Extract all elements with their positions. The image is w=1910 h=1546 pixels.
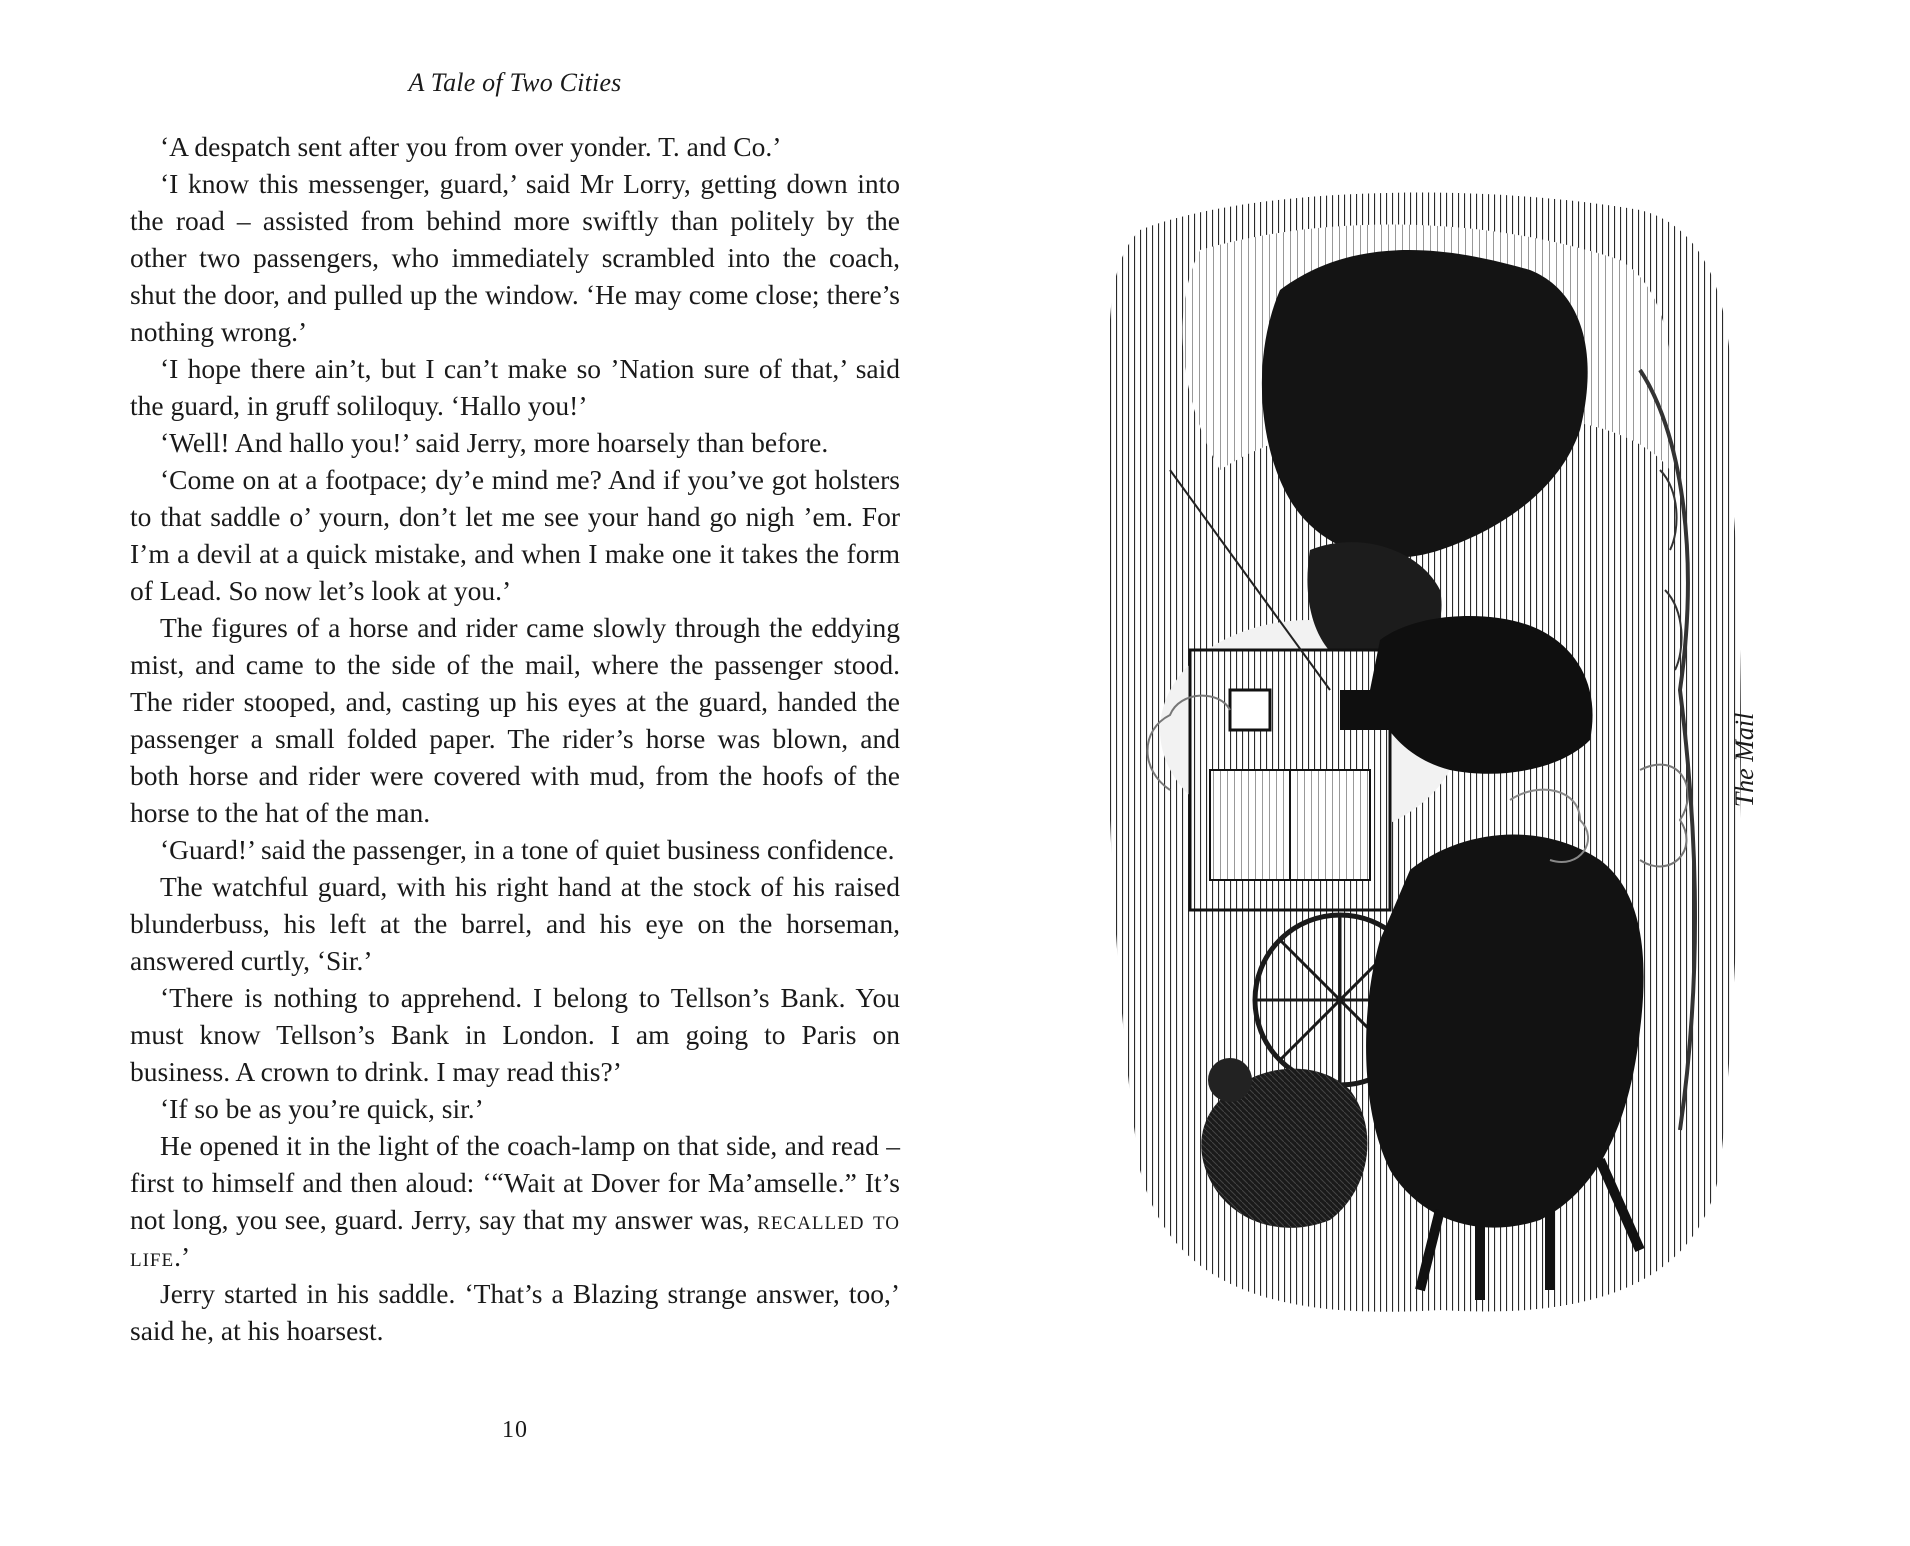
smallcaps-phrase: recalled to life bbox=[130, 1204, 900, 1272]
page-number: 10 bbox=[502, 1417, 528, 1443]
right-page bbox=[1000, 0, 1910, 1546]
running-head: A Tale of Two Cities bbox=[408, 68, 622, 97]
paragraph: ‘Well! And hallo you!’ said Jerry, more hoarsely than before. bbox=[160, 427, 829, 458]
illustration-caption: The Mail bbox=[1730, 712, 1759, 808]
paragraph: Jerry started in his saddle. ‘That’s a Blazing strange answer, too,’ said he, at his hoarsest. bbox=[130, 1278, 900, 1346]
paragraph: ‘I know this messenger, guard,’ said Mr Lorry, getting down into the road – assisted from behind more swiftly than politely by the other two passengers, who immediately scrambled into the coach, shut the door, and pulled up the window. ‘He may come close; there’s nothing wrong.’ bbox=[130, 168, 900, 347]
illustration-plate bbox=[1080, 170, 1760, 1340]
paragraph: ‘I hope there ain’t, but I can’t make so ’Nation sure of that,’ said the guard, in gruff soliloquy. ‘Hallo you!’ bbox=[130, 353, 900, 421]
paragraph-text: .’ bbox=[174, 1241, 191, 1272]
text-block bbox=[130, 128, 900, 1349]
paragraph: The watchful guard, with his right hand at the stock of his raised blunderbuss, his left at the barrel, and his eye on the horseman, answered curtly, ‘Sir.’ bbox=[130, 871, 900, 976]
paragraph: ‘Guard!’ said the passenger, in a tone of quiet business confidence. bbox=[160, 834, 895, 865]
paragraph: ‘Come on at a footpace; dy’e mind me? And if you’ve got holsters to that saddle o’ yourn, don’t let me see your hand go nigh ’em. For I’m a devil at a quick mistake, and when I make one it takes the form of Lead. So now let’s look at you.’ bbox=[130, 464, 900, 606]
paragraph: The figures of a horse and rider came slowly through the eddying mist, and came to the side of the mail, where the passenger stood. The rider stooped, and, casting up his eyes at the guard, handed the passenger a small folded paper. The rider’s horse was blown, and both horse and rider were covered with mud, from the hoofs of the horse to the hat of the man. bbox=[130, 612, 900, 828]
engraving-illustration bbox=[1080, 170, 1760, 1340]
paragraph: ‘There is nothing to apprehend. I belong to Tellson’s Bank. You must know Tellson’s Bank in London. I am going to Paris on business. A crown to drink. I may read this?’ bbox=[130, 982, 900, 1087]
paragraph bbox=[130, 1127, 900, 1275]
paragraph: ‘If so be as you’re quick, sir.’ bbox=[160, 1093, 484, 1124]
paragraph: ‘A despatch sent after you from over yonder. T. and Co.’ bbox=[160, 131, 782, 162]
paragraph-text: He opened it in the light of the coach-lamp on that side, and read – first to himself and then aloud: ‘“Wait at Dover for Ma’amselle.” It’s not long, you see, guard. Jerry, say that my answer was, bbox=[130, 1130, 900, 1235]
